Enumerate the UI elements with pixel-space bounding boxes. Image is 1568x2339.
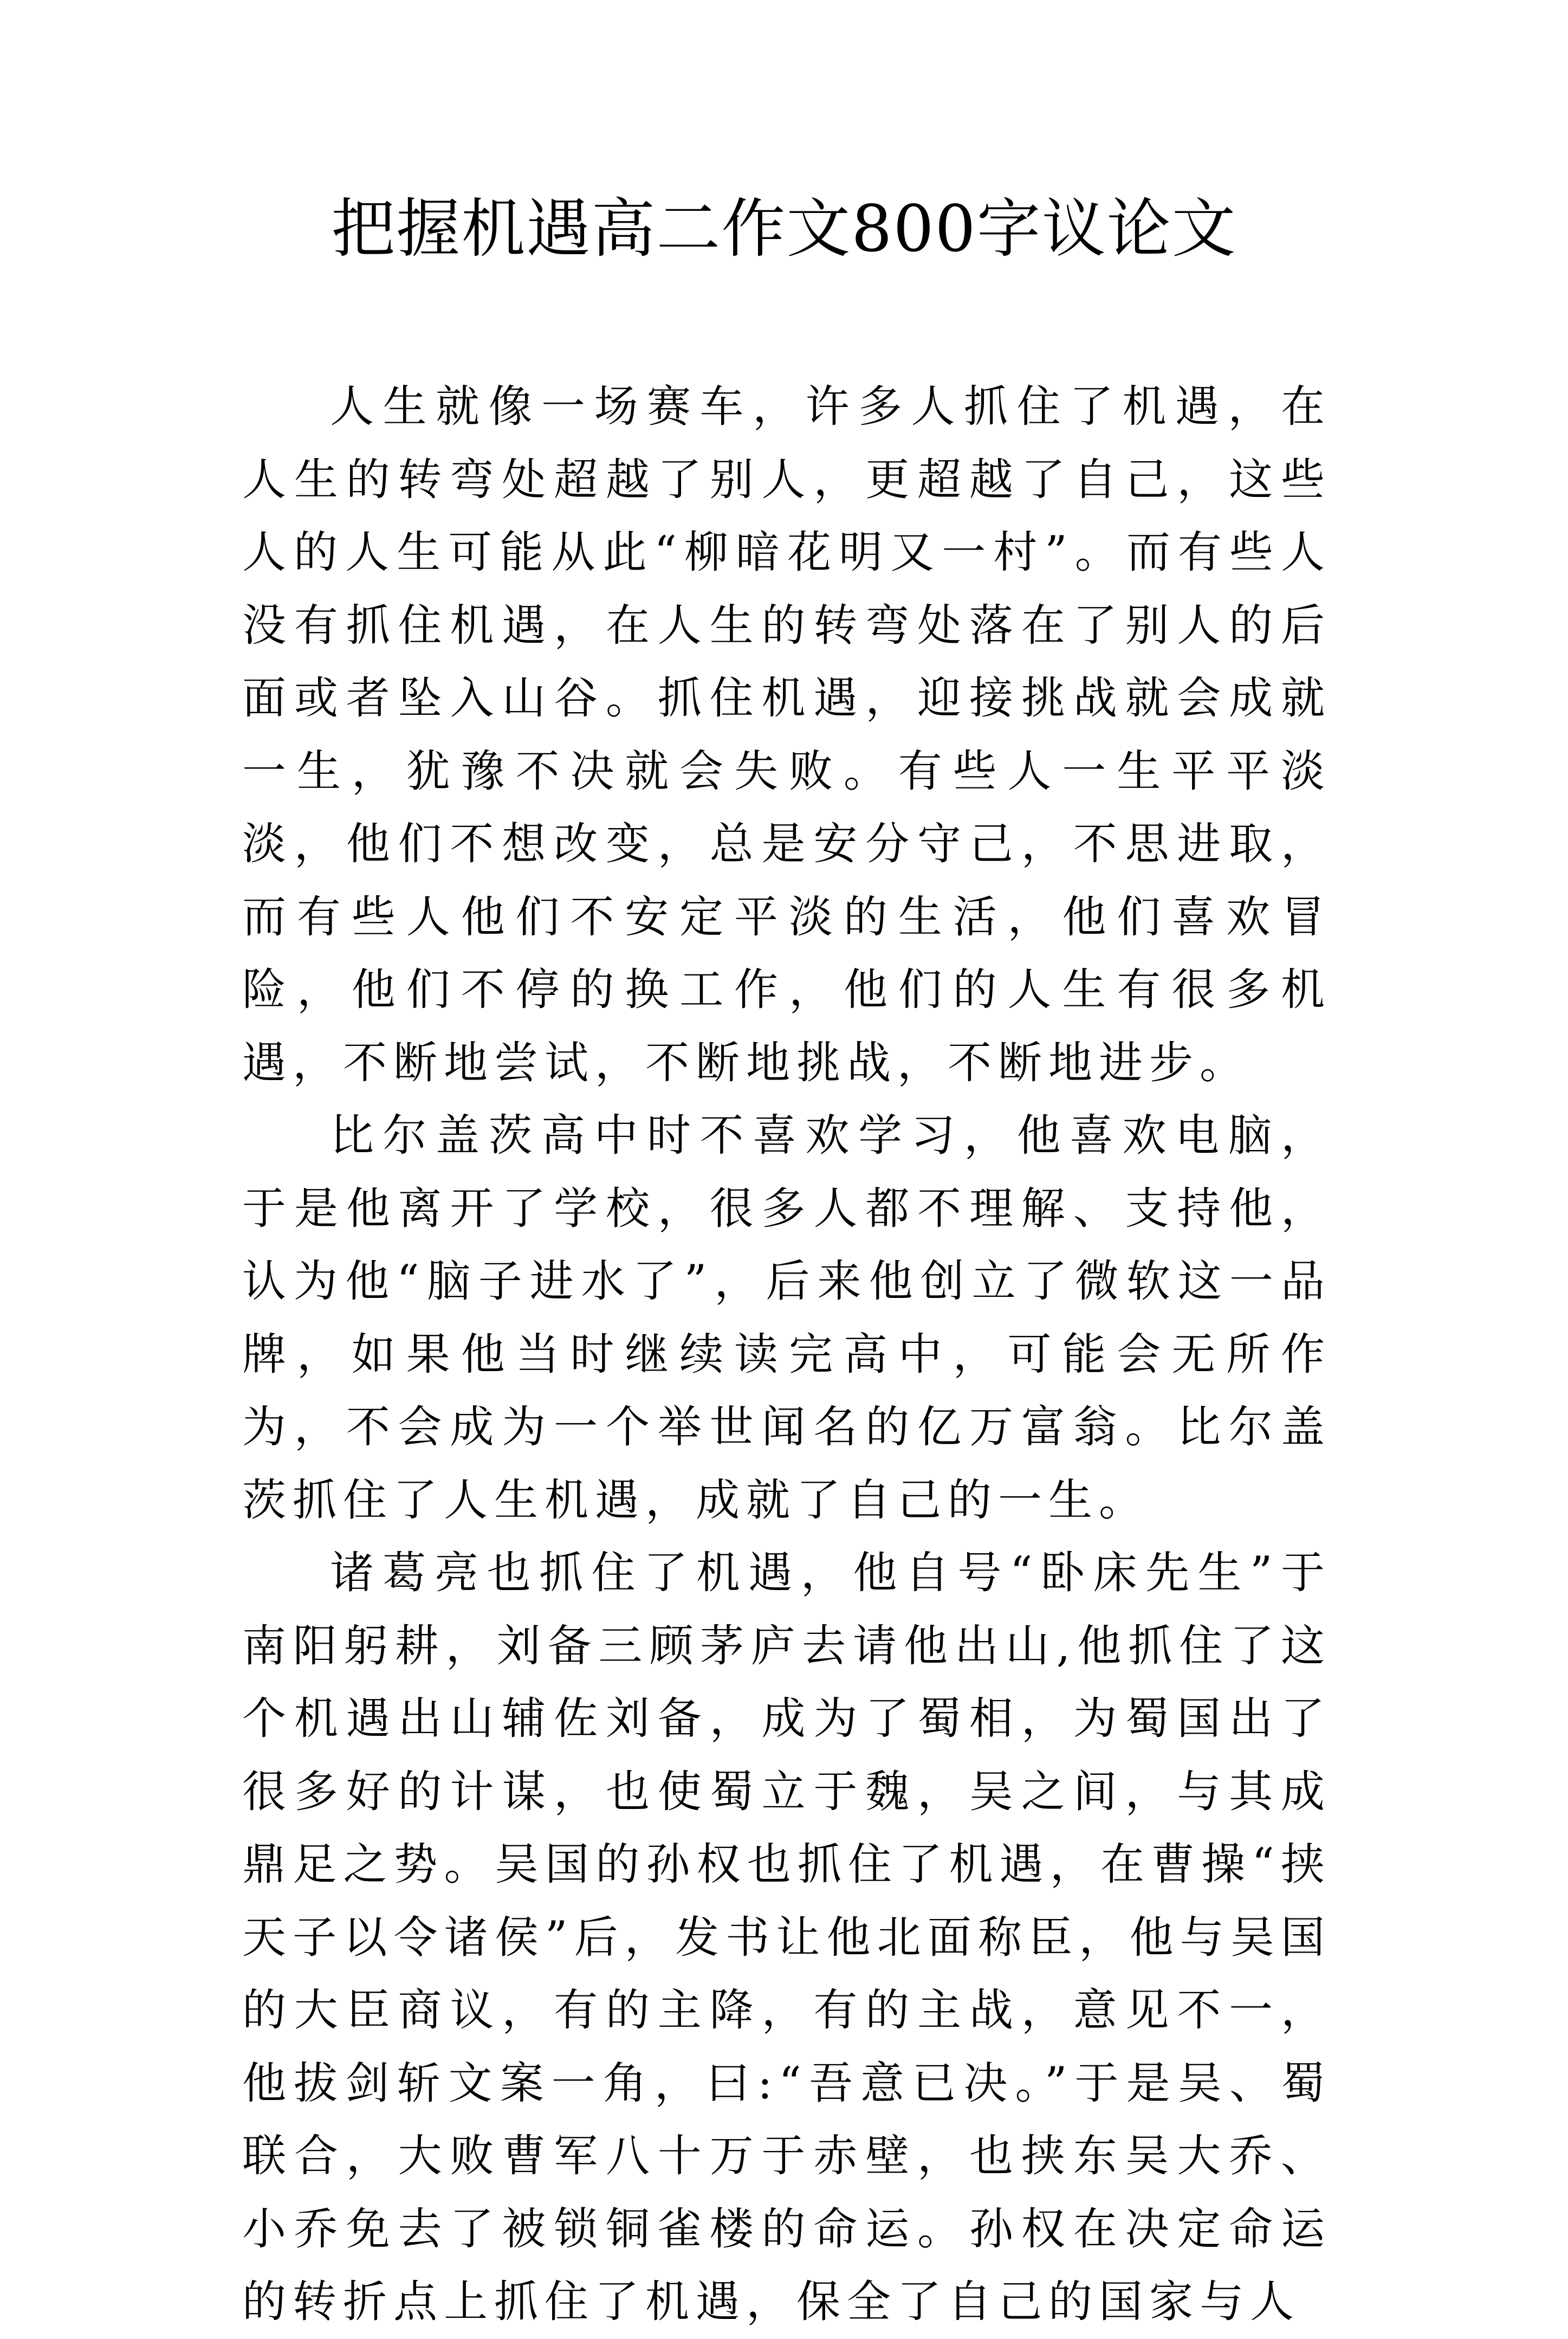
paragraph-3: 诸葛亮也抓住了机遇，他自号“卧床先生”于南阳躬耕，刘备三顾茅庐去请他出山,他抓住了这个机遇出山辅佐刘备，成为了蜀相，为蜀国出了很多好的计谋，也使蜀立于魏，吴之间，与其成鼎足之势。吴国的孙权也抓住了机遇，在曹操“挟天子以令诸侯”后，发书让他北面称臣，他与吴国的大臣商议，有的主降，有的主战，意见不一，他拔剑斩文案一角，曰:“吾意已决。”于是吴、蜀联合，大败曹军八十万于赤壁，也挟东吴大乔、小乔免去了被锁铜雀楼的命运。孙权在决定命运的转折点上抓住了机遇，保全了自己的国家与人: [242, 1548, 1331, 2328]
document-title: 把握机遇高二作文800字议论文: [331, 191, 1237, 266]
paragraph-2: 比尔盖茨高中时不喜欢学习，他喜欢电脑，于是他离开了学校，很多人都不理解、支持他，认为他“脑子进水了”，后来他创立了微软这一品牌，如果他当时继续读完高中，可能会无所作为，不会成为一个举世闻名的亿万富翁。比尔盖茨抓住了人生机遇，成就了自己的一生。: [242, 1110, 1331, 1526]
paragraph-1: 人生就像一场赛车，许多人抓住了机遇，在人生的转弯处超越了别人，更超越了自己，这些人的人生可能从此“柳暗花明又一村”。而有些人没有抓住机遇，在人生的转弯处落在了别人的后面或者坠入山谷。抓住机遇，迎接挑战就会成就一生，犹豫不决就会失败。有些人一生平平淡淡，他们不想改变，总是安分守己，不思进取，而有些人他们不安定平淡的生活，他们喜欢冒险，他们不停的换工作，他们的人生有很多机遇，不断地尝试，不断地挑战，不断地进步。: [242, 382, 1331, 1089]
document-body: [242, 371, 1331, 2339]
